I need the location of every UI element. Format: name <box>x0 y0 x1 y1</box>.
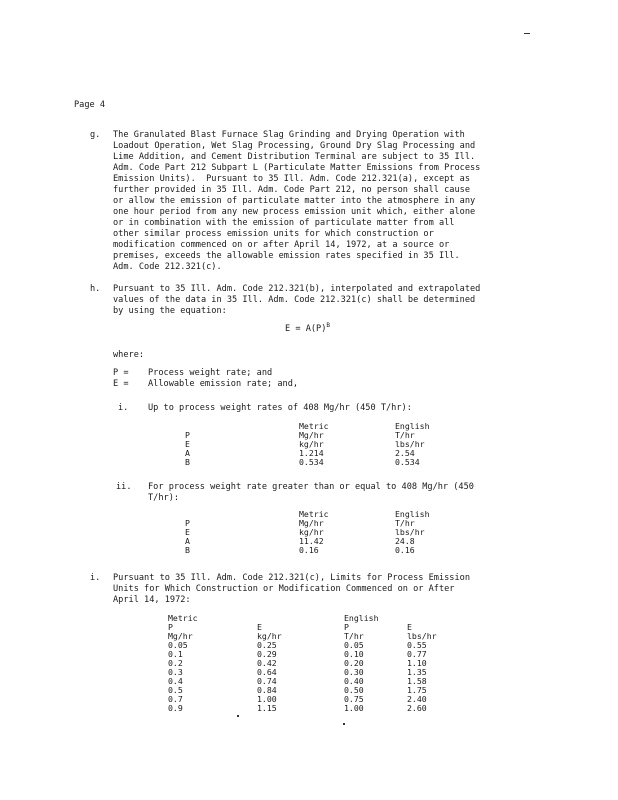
table-cell: 0.64 <box>257 667 277 677</box>
section-h-text <box>113 284 480 317</box>
table-cell: 0.75 <box>344 694 364 704</box>
section-g-line: modification commenced on or after April 14, 1972, at a source or <box>113 240 450 250</box>
table-group-header: English <box>344 613 379 623</box>
table-row <box>168 686 437 695</box>
table-header-cell: English <box>395 509 430 519</box>
table-col-letter: E <box>257 622 262 632</box>
section-i-line: April 14, 1972: <box>113 595 191 605</box>
table-col-unit: lbs/hr <box>407 631 437 641</box>
table-cell: lbs/hr <box>395 527 425 537</box>
table-row <box>185 458 430 467</box>
table-cell: 2.40 <box>407 694 427 704</box>
table-col-unit: Mg/hr <box>168 631 193 641</box>
table-row <box>168 641 437 650</box>
table-row <box>185 546 430 555</box>
scan-speck <box>343 723 345 725</box>
emission-equation <box>285 324 330 335</box>
table-cell: kg/hr <box>299 527 324 537</box>
table-cell: 1.00 <box>257 694 277 704</box>
table-cell: B <box>185 457 190 467</box>
table-cell: 0.05 <box>168 640 188 650</box>
table-cell: 2.60 <box>407 703 427 713</box>
table-col-letter: P <box>344 622 349 632</box>
table-cell: 0.29 <box>257 649 277 659</box>
section-i-text <box>113 573 470 606</box>
table-cell: 0.1 <box>168 649 183 659</box>
table-cell: 0.42 <box>257 658 277 668</box>
table-col-letter: E <box>407 622 412 632</box>
table-cell: B <box>185 545 190 555</box>
table-col-unit: kg/hr <box>257 631 282 641</box>
table-row <box>168 650 437 659</box>
subsection-ii-line: T/hr): <box>148 493 180 503</box>
table-row <box>168 659 437 668</box>
scan-speck <box>237 715 239 717</box>
subsection-i-marker: i. <box>118 403 129 413</box>
table-group-header-row <box>168 614 437 623</box>
table-header-cell: English <box>395 421 430 431</box>
table-group-header: Metric <box>168 613 198 623</box>
table-cell: 1.58 <box>407 676 427 686</box>
table-cell: 0.4 <box>168 676 183 686</box>
table-cell: 0.2 <box>168 658 183 668</box>
table-cell: 1.15 <box>257 703 277 713</box>
table-cell: T/hr <box>395 430 415 440</box>
section-g-marker: g. <box>90 130 101 140</box>
section-g-line: premises, exceeds the allowable emission rates specified in 35 Ill. <box>113 251 460 261</box>
table-cell: 0.50 <box>344 685 364 695</box>
section-g-line: other similar process emission units for which construction or <box>113 229 434 239</box>
table-cell: 0.20 <box>344 658 364 668</box>
page-number: Page 4 <box>74 100 106 110</box>
table-cell: 0.30 <box>344 667 364 677</box>
definition-text: Allowable emission rate; and, <box>148 379 299 389</box>
table-cell: 0.25 <box>257 640 277 650</box>
table-cell: Mg/hr <box>299 430 324 440</box>
subsection-ii-marker: ii. <box>116 482 132 492</box>
section-i-line: Units for Which Construction or Modification Commenced on or After <box>113 584 455 594</box>
coefficients-table-i <box>185 422 430 467</box>
section-h-line: values of the data in 35 Ill. Adm. Code 212.321(c) shall be determined <box>113 295 476 305</box>
section-g-line: or in combination with the emission of particulate matter from all <box>113 218 455 228</box>
table-col-letter: P <box>168 622 173 632</box>
section-i-line: Pursuant to 35 Ill. Adm. Code 212.321(c), Limits for Process Emission <box>113 573 470 583</box>
subsection-ii-text <box>148 482 474 504</box>
scan-speck <box>524 33 530 34</box>
section-g-line: or allow the emission of particulate matter into the atmosphere in any <box>113 196 476 206</box>
table-cell: Mg/hr <box>299 518 324 528</box>
table-row <box>168 668 437 677</box>
definition-text: Process weight rate; and <box>148 368 273 378</box>
section-g-line: Adm. Code Part 212 Subpart L (Particulate Matter Emissions from Process <box>113 163 481 173</box>
table-cell: 11.42 <box>299 536 324 546</box>
table-cell: 0.84 <box>257 685 277 695</box>
table-cell: 0.74 <box>257 676 277 686</box>
table-cell: 0.55 <box>407 640 427 650</box>
section-g-line: one hour period from any new process emission unit which, either alone <box>113 207 476 217</box>
table-cell: A <box>185 448 190 458</box>
table-cell: 0.7 <box>168 694 183 704</box>
table-header-cell <box>185 510 299 519</box>
table-header-cell <box>185 422 299 431</box>
table-letter-row <box>168 623 437 632</box>
table-cell: 0.534 <box>395 457 420 467</box>
table-cell: 1.35 <box>407 667 427 677</box>
table-cell: 0.9 <box>168 703 183 713</box>
equation-base: E = A(P) <box>285 324 327 334</box>
section-h-marker: h. <box>90 284 101 294</box>
section-g-line: Emission Units). Pursuant to 35 Ill. Adm. Code 212.321(a), except as <box>113 174 470 184</box>
table-cell: kg/hr <box>299 439 324 449</box>
table-cell: 1.214 <box>299 448 324 458</box>
table-header-cell: Metric <box>299 421 329 431</box>
table-cell: P <box>185 430 190 440</box>
section-h-line: Pursuant to 35 Ill. Adm. Code 212.321(b), interpolated and extrapolated <box>113 284 481 294</box>
table-row <box>168 695 437 704</box>
table-cell: E <box>185 527 190 537</box>
section-g-line: Lime Addition, and Cement Distribution Terminal are subject to 35 Ill. <box>113 152 476 162</box>
table-group-header <box>257 614 344 623</box>
definition-symbol: E = <box>113 379 129 389</box>
equation-exponent: B <box>326 322 331 330</box>
table-cell: lbs/hr <box>395 439 425 449</box>
table-unit-row <box>168 632 437 641</box>
subsection-ii-line: For process weight rate greater than or equal to 408 Mg/hr (450 <box>148 482 474 492</box>
section-g-line: Loadout Operation, Wet Slag Processing, Ground Dry Slag Processing and <box>113 141 476 151</box>
table-cell: 0.3 <box>168 667 183 677</box>
table-row <box>168 677 437 686</box>
table-cell: 24.8 <box>395 536 415 546</box>
subsection-i-text: Up to process weight rates of 408 Mg/hr (450 T/hr): <box>148 403 412 413</box>
table-cell: A <box>185 536 190 546</box>
table-cell: 1.10 <box>407 658 427 668</box>
table-cell: 0.77 <box>407 649 427 659</box>
section-g-line: further provided in 35 Ill. Adm. Code Part 212, no person shall cause <box>113 185 470 195</box>
table-row <box>168 704 437 713</box>
table-cell: 0.05 <box>344 640 364 650</box>
table-cell: 0.534 <box>299 457 324 467</box>
section-h-line: by using the equation: <box>113 306 227 316</box>
process-emission-limits-table <box>168 614 437 713</box>
section-i-marker: i. <box>90 573 101 583</box>
table-cell: 1.75 <box>407 685 427 695</box>
table-cell: P <box>185 518 190 528</box>
definition-symbol: P = <box>113 368 129 378</box>
coefficients-table-ii <box>185 510 430 555</box>
table-cell: 0.10 <box>344 649 364 659</box>
table-cell: E <box>185 439 190 449</box>
table-cell: 0.40 <box>344 676 364 686</box>
section-g-text <box>113 130 480 273</box>
table-cell: 2.54 <box>395 448 415 458</box>
section-g-line: Adm. Code 212.321(c). <box>113 262 222 272</box>
where-label: where: <box>113 350 145 360</box>
table-cell: 0.5 <box>168 685 183 695</box>
table-col-unit: T/hr <box>344 631 364 641</box>
table-cell: T/hr <box>395 518 415 528</box>
table-cell: 1.00 <box>344 703 364 713</box>
table-header-cell: Metric <box>299 509 329 519</box>
section-g-line: The Granulated Blast Furnace Slag Grinding and Drying Operation with <box>113 130 465 140</box>
table-cell: 0.16 <box>299 545 319 555</box>
table-cell: 0.16 <box>395 545 415 555</box>
